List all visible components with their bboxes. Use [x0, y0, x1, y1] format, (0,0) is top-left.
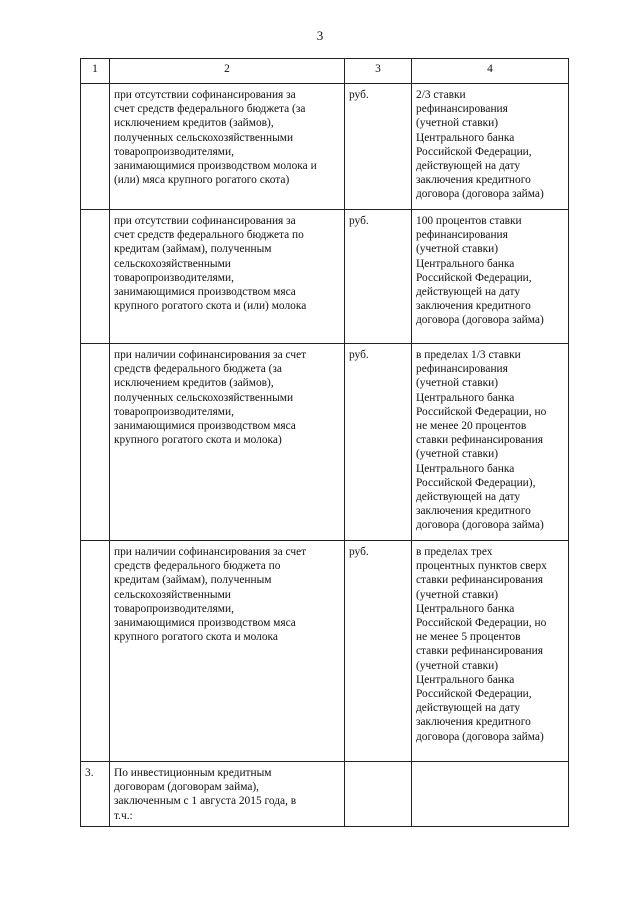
row-number-cell	[81, 210, 110, 344]
value-cell	[412, 762, 569, 827]
unit-cell: руб.	[345, 541, 412, 762]
description-cell: при наличии софинансирования за счет средств федерального бюджета (за исключением кредитов (займов), полученных сельскохозяйственными товаропроизводителями, занимающимися производством мяса крупного рогатого скота и молока)	[110, 344, 345, 541]
unit-cell	[345, 762, 412, 827]
table-row	[81, 84, 569, 210]
unit-cell: руб.	[345, 84, 412, 210]
column-header: 2	[110, 59, 345, 84]
value-cell: 2/3 ставки рефинансирования (учетной ставки) Центрального банка Российской Федерации, действующей на дату заключения кредитного договора (договора займа)	[412, 84, 569, 210]
value-cell: 100 процентов ставки рефинансирования (учетной ставки) Центрального банка Российской Федерации, действующей на дату заключения кредитного договора (договора займа)	[412, 210, 569, 344]
table-row	[81, 210, 569, 344]
description-cell: при отсутствии софинансирования за счет средств федерального бюджета (за исключением кредитов (займов), полученных сельскохозяйственными товаропроизводителями, занимающимися производством молока и (или) мяса крупного рогатого скота)	[110, 84, 345, 210]
description-cell: при отсутствии софинансирования за счет средств федерального бюджета по кредитам (займам), полученным сельскохозяйственными товаропроизводителями, занимающимися производством мяса крупного рогатого скота и (или) молока	[110, 210, 345, 344]
rates-table	[80, 58, 569, 827]
description-cell: По инвестиционным кредитным договорам (договорам займа), заключенным с 1 августа 2015 года, в т.ч.:	[110, 762, 345, 827]
value-cell: в пределах трех процентных пунктов сверх ставки рефинансирования (учетной ставки) Центрального банка Российской Федерации, но не менее 5 процентов ставки рефинансирования (учетной ставки) Центрального банка Российской Федерации, действующей на дату заключения кредитного договора (договора займа)	[412, 541, 569, 762]
row-number-cell: 3.	[81, 762, 110, 827]
column-header: 1	[81, 59, 110, 84]
column-header: 4	[412, 59, 569, 84]
unit-cell: руб.	[345, 210, 412, 344]
page-number: 3	[316, 28, 324, 43]
column-header: 3	[345, 59, 412, 84]
row-number-cell	[81, 344, 110, 541]
value-cell: в пределах 1/3 ставки рефинансирования (учетной ставки) Центрального банка Российской Федерации, но не менее 20 процентов ставки рефинансирования (учетной ставки) Центрального банка Российской Федерации), действующей на дату заключения кредитного договора (договора займа)	[412, 344, 569, 541]
row-number-cell	[81, 541, 110, 762]
table-header-row	[81, 59, 569, 84]
table-row	[81, 541, 569, 762]
table-row	[81, 762, 569, 827]
table-row	[81, 344, 569, 541]
unit-cell: руб.	[345, 344, 412, 541]
row-number-cell	[81, 84, 110, 210]
description-cell: при наличии софинансирования за счет средств федерального бюджета по кредитам (займам), полученным сельскохозяйственными товаропроизводителями, занимающимися производством мяса крупного рогатого скота и молока	[110, 541, 345, 762]
